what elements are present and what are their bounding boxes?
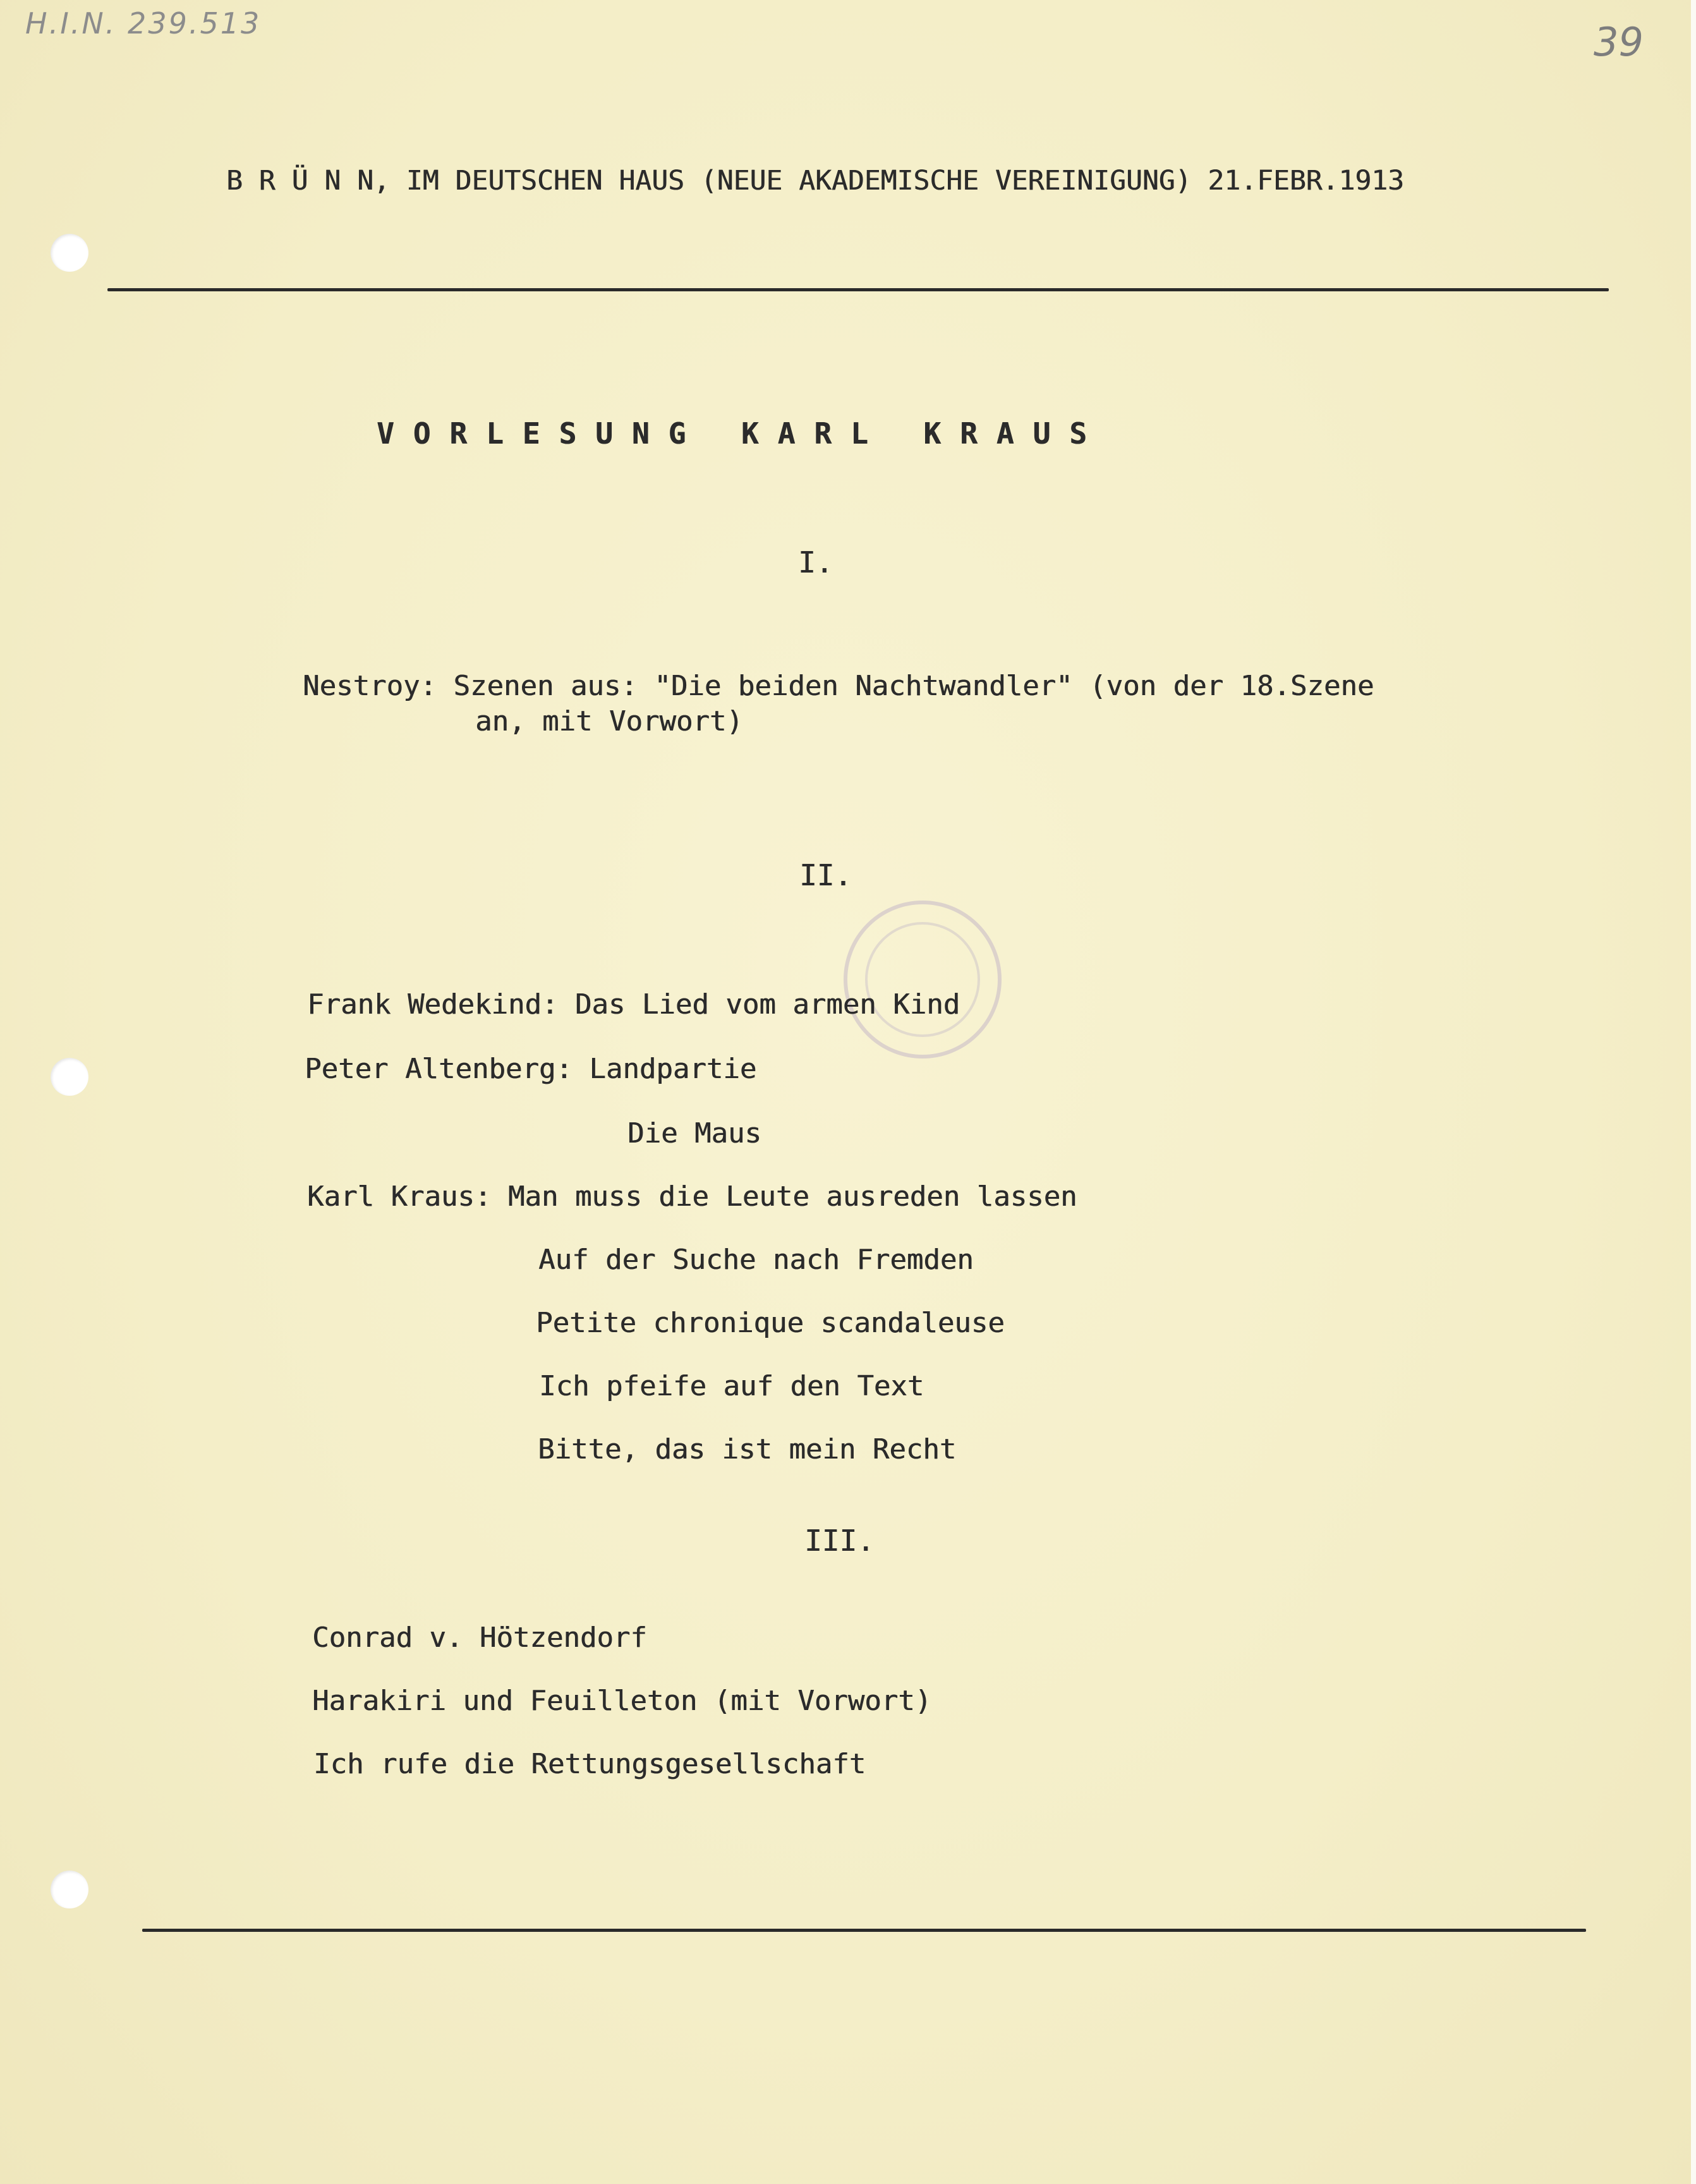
section-numeral-1: I. bbox=[798, 545, 833, 579]
program-entry-altenberg: Peter Altenberg: Landpartie bbox=[305, 1053, 757, 1085]
program-entry-nestroy-continued: an, mit Vorwort) bbox=[475, 705, 743, 737]
program-entry-altenberg-maus: Die Maus bbox=[627, 1117, 761, 1150]
program-entry-wedekind: Frank Wedekind: Das Lied vom armen Kind bbox=[307, 988, 960, 1021]
paper-edge bbox=[1691, 0, 1696, 2184]
program-entry-rettungsgesellschaft: Ich rufe die Rettungsgesellschaft bbox=[313, 1748, 866, 1780]
library-stamp bbox=[844, 901, 1002, 1059]
punch-hole bbox=[51, 1871, 88, 1908]
program-entry-kraus-text: Ich pfeife auf den Text bbox=[539, 1370, 924, 1402]
bottom-divider bbox=[142, 1929, 1586, 1932]
program-entry-harakiri: Harakiri und Feuilleton (mit Vorwort) bbox=[312, 1685, 932, 1717]
folio-number: 39 bbox=[1594, 19, 1644, 65]
punch-hole bbox=[51, 234, 88, 272]
punch-hole bbox=[51, 1058, 88, 1096]
archive-reference: H.I.N. 239.513 bbox=[25, 6, 262, 40]
program-entry-hoetzendorf: Conrad v. Hötzendorf bbox=[312, 1622, 647, 1654]
top-divider bbox=[107, 288, 1609, 291]
program-entry-kraus-suche: Auf der Suche nach Fremden bbox=[538, 1244, 974, 1276]
program-entry-kraus: Karl Kraus: Man muss die Leute ausreden lassen bbox=[307, 1180, 1077, 1213]
section-numeral-2: II. bbox=[799, 858, 852, 892]
program-entry-kraus-chronique: Petite chronique scandaleuse bbox=[536, 1307, 1005, 1339]
section-numeral-3: III. bbox=[804, 1524, 875, 1558]
document-title: VORLESUNG KARL KRAUS bbox=[377, 416, 1106, 451]
program-entry-nestroy: Nestroy: Szenen aus: "Die beiden Nachtwandler" (von der 18.Szene bbox=[303, 670, 1374, 702]
program-entry-kraus-recht: Bitte, das ist mein Recht bbox=[538, 1433, 957, 1465]
venue-header: B R Ü N N, IM DEUTSCHEN HAUS (NEUE AKADEMISCHE VEREINIGUNG) 21.FEBR.1913 bbox=[226, 165, 1404, 197]
